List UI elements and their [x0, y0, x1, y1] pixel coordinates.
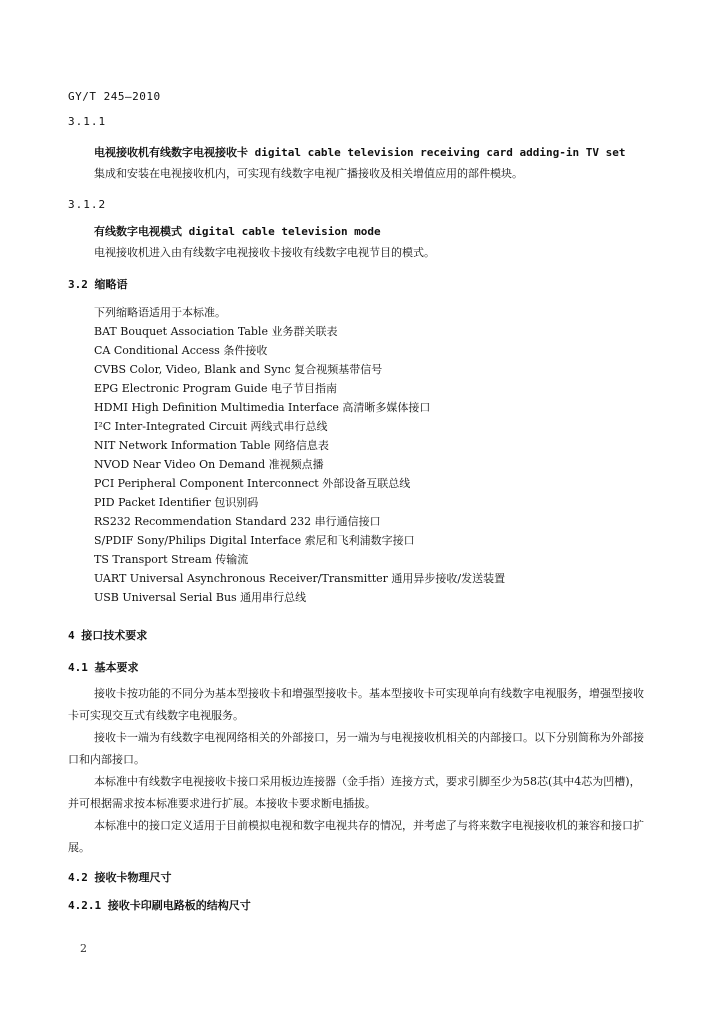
abbreviation-list [68, 322, 648, 607]
list-item: NVOD Near Video On Demand 准视频点播 [94, 458, 324, 471]
term-title: 电视接收机有线数字电视接收卡 digital cable television receiving card adding-in TV set [94, 146, 626, 159]
section-heading: 4 接口技术要求 [68, 629, 148, 642]
paragraph: 本标准中的接口定义适用于目前模拟电视和数字电视共存的情况，并考虑了与将来数字电视接收机的兼容和接口扩展。 [68, 819, 644, 854]
abbreviations-intro: 下列缩略语适用于本标准。 [94, 306, 226, 319]
list-item: UART Universal Asynchronous Receiver/Transmitter 通用异步接收/发送装置 [94, 572, 506, 585]
term-definition: 电视接收机进入由有线数字电视接收卡接收有线数字电视节目的模式。 [94, 246, 435, 259]
list-item: BAT Bouquet Association Table 业务群关联表 [94, 325, 338, 338]
list-item: PID Packet Identifier 包识别码 [94, 496, 259, 509]
list-item: TS Transport Stream 传输流 [94, 553, 249, 566]
section-heading: 4.2 接收卡物理尺寸 [68, 871, 172, 884]
document-body [68, 115, 648, 913]
list-item: PCI Peripheral Component Interconnect 外部设备互联总线 [94, 477, 411, 490]
list-item: RS232 Recommendation Standard 232 串行通信接口 [94, 515, 381, 528]
list-item: I²C Inter-Integrated Circuit 两线式串行总线 [94, 420, 328, 433]
page-number: 2 [80, 942, 87, 955]
list-item: USB Universal Serial Bus 通用串行总线 [94, 591, 307, 604]
list-item: NIT Network Information Table 网络信息表 [94, 439, 329, 452]
section-3-1-2 [68, 198, 648, 260]
paragraph: 接收卡一端为有线数字电视网络相关的外部接口，另一端为与电视接收机相关的内部接口。以下分别简称为外部接口和内部接口。 [68, 731, 644, 766]
section-number: 3.1.1 [68, 115, 107, 128]
paragraph: 接收卡按功能的不同分为基本型接收卡和增强型接收卡。基本型接收卡可实现单向有线数字电视服务，增强型接收卡可实现交互式有线数字电视服务。 [68, 687, 644, 722]
list-item: CA Conditional Access 条件接收 [94, 344, 268, 357]
section-heading: 4.2.1 接收卡印刷电路板的结构尺寸 [68, 899, 251, 912]
term-title: 有线数字电视模式 digital cable television mode [94, 225, 381, 238]
term-definition: 集成和安装在电视接收机内，可实现有线数字电视广播接收及相关增值应用的部件模块。 [94, 167, 523, 180]
paragraph: 本标准中有线数字电视接收卡接口采用板边连接器（金手指）连接方式，要求引脚至少为58芯(其中4芯为凹槽)，并可根据需求按本标准要求进行扩展。本接收卡要求断电插拔。 [68, 775, 641, 810]
list-item: EPG Electronic Program Guide 电子节目指南 [94, 382, 337, 395]
section-3-1-1 [68, 115, 648, 181]
section-heading: 4.1 基本要求 [68, 661, 139, 674]
list-item: CVBS Color, Video, Blank and Sync 复合视频基带信号 [94, 363, 383, 376]
section-4-1 [68, 659, 648, 859]
list-item: HDMI High Definition Multimedia Interface 高清晰多媒体接口 [94, 401, 431, 414]
standard-id: GY/T 245—2010 [68, 90, 161, 103]
section-number: 3.1.2 [68, 198, 107, 211]
section-heading: 3.2 缩略语 [68, 278, 128, 291]
document-header [68, 90, 161, 103]
list-item: S/PDIF Sony/Philips Digital Interface 索尼和飞利浦数字接口 [94, 534, 415, 547]
section-3-2 [68, 276, 648, 607]
